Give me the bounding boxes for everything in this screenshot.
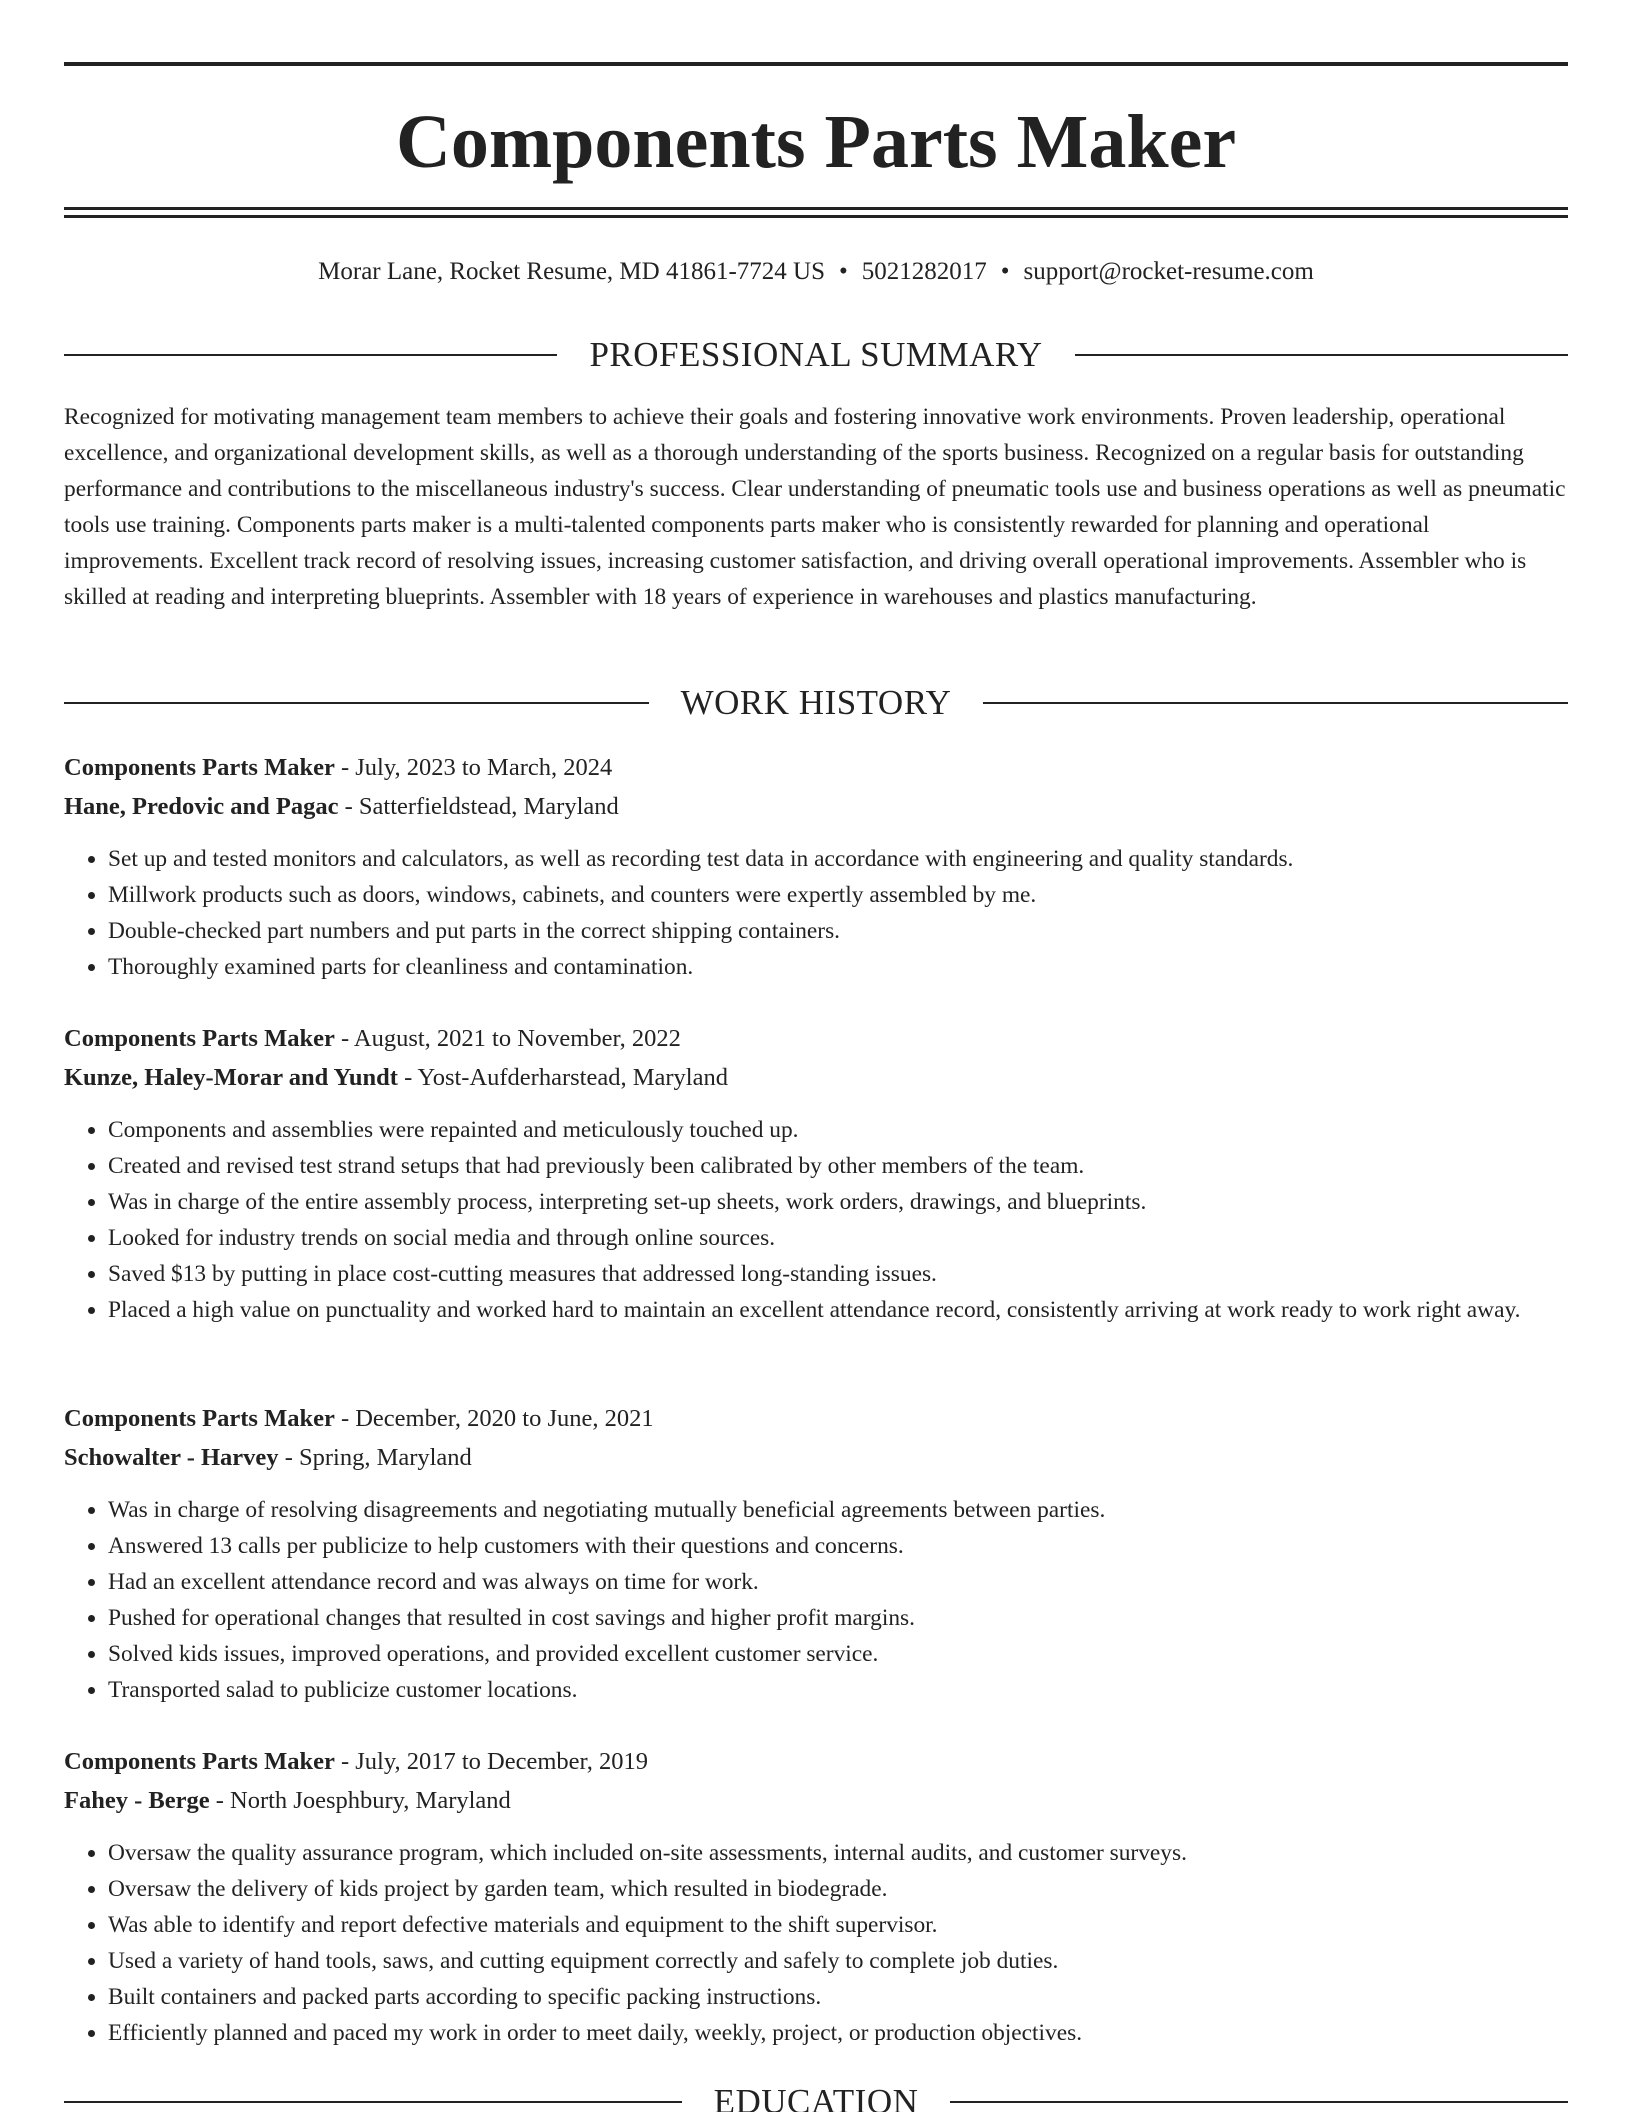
contact-separator: • xyxy=(839,258,848,285)
job-bullets xyxy=(64,841,1568,985)
job-location: - Spring, Maryland xyxy=(278,1444,472,1471)
job-company: Hane, Predovic and Pagac xyxy=(64,793,339,820)
job-location: - North Joesphbury, Maryland xyxy=(209,1787,511,1814)
job-title-line xyxy=(64,1399,1568,1438)
job-bullet: • Saved $13 by putting in place cost-cutting measures that addressed long-standing issues. xyxy=(108,1256,1568,1292)
job-bullet: • Components and assemblies were repainted and meticulously touched up. xyxy=(108,1112,1568,1148)
job-title-line xyxy=(64,748,1568,787)
job-dates: - July, 2017 to December, 2019 xyxy=(334,1748,648,1775)
job-company-line xyxy=(64,1058,1568,1097)
heading-line-right xyxy=(950,2101,1568,2103)
heading-line-left xyxy=(64,354,557,356)
job-bullet: • Millwork products such as doors, windows, cabinets, and counters were expertly assembled by me. xyxy=(108,877,1568,913)
job-bullet: • Pushed for operational changes that resulted in cost savings and higher profit margins. xyxy=(108,1600,1568,1636)
job-company-line xyxy=(64,1438,1568,1477)
job-company: Fahey - Berge xyxy=(64,1787,210,1814)
job-dates: - December, 2020 to June, 2021 xyxy=(334,1405,654,1432)
job-title-line xyxy=(64,1019,1568,1058)
job-bullet: • Created and revised test strand setups that had previously been calibrated by other members of the team. xyxy=(108,1148,1568,1184)
resume-title: Components Parts Maker xyxy=(395,100,1237,184)
section-title: EDUCATION xyxy=(713,2082,919,2112)
job-bullet: • Solved kids issues, improved operations, and provided excellent customer service. xyxy=(108,1636,1568,1672)
job-title: Components Parts Maker xyxy=(64,1025,335,1052)
section-title: WORK HISTORY xyxy=(680,683,952,722)
job-company: Kunze, Haley-Morar and Yundt xyxy=(64,1064,398,1091)
job-bullet: • Set up and tested monitors and calculators, as well as recording test data in accordance with engineering and quality standards. xyxy=(108,841,1568,877)
heading-line-right xyxy=(1075,354,1568,356)
job-company-line xyxy=(64,1781,1568,1820)
job-bullet: • Placed a high value on punctuality and worked hard to maintain an excellent attendance record, consistently arriving at work ready to work right away. xyxy=(108,1292,1568,1328)
contact-phone: 5021282017 xyxy=(861,258,987,285)
contact-address: Morar Lane, Rocket Resume, MD 41861-7724 US xyxy=(318,258,826,285)
job-bullet: • Had an excellent attendance record and was always on time for work. xyxy=(108,1564,1568,1600)
job-entry xyxy=(64,1019,1568,1328)
job-company: Schowalter - Harvey xyxy=(64,1444,279,1471)
summary-text: Recognized for motivating management team members to achieve their goals and fostering innovative work environments. Proven leadership, operational excellence, and organizational development skills, as well as a thorough understanding of the sports business. Recognized on a regular basis for outstanding performance and contributions to the miscellaneous industry's success. Clear understanding of pneumatic tools use and business operations as well as pneumatic tools use training. Components parts maker is a multi-talented components parts maker who is consistently rewarded for planning and operational improvements. Excellent track record of resolving issues, increasing customer satisfaction, and driving overall operational improvements. Assembler who is skilled at reading and interpreting blueprints. Assembler with 18 years of experience in warehouses and plastics manufacturing. xyxy=(64,404,1566,610)
heading-line-right xyxy=(983,702,1568,704)
contact-line xyxy=(64,252,1568,292)
job-bullet: • Answered 13 calls per publicize to help customers with their questions and concerns. xyxy=(108,1528,1568,1564)
job-bullet: • Was in charge of resolving disagreements and negotiating mutually beneficial agreements between parties. xyxy=(108,1492,1568,1528)
job-bullets xyxy=(64,1835,1568,2051)
job-company-line xyxy=(64,787,1568,826)
job-dates: - August, 2021 to November, 2022 xyxy=(334,1025,681,1052)
job-bullet: • Looked for industry trends on social media and through online sources. xyxy=(108,1220,1568,1256)
job-entry xyxy=(64,748,1568,985)
job-bullet: • Was able to identify and report defective materials and equipment to the shift supervisor. xyxy=(108,1907,1568,1943)
job-entry xyxy=(64,1742,1568,2051)
job-title-line xyxy=(64,1742,1568,1781)
section-heading-summary xyxy=(64,330,1568,380)
contact-separator: • xyxy=(1000,258,1010,285)
job-title: Components Parts Maker xyxy=(64,1405,335,1432)
job-bullet: • Efficiently planned and paced my work in order to meet daily, weekly, project, or production objectives. xyxy=(108,2015,1568,2051)
job-dates: - July, 2023 to March, 2024 xyxy=(334,754,613,781)
job-location: - Satterfieldstead, Maryland xyxy=(338,793,619,820)
job-bullet: • Double-checked part numbers and put parts in the correct shipping containers. xyxy=(108,913,1568,949)
section-title: PROFESSIONAL SUMMARY xyxy=(589,335,1043,374)
heading-line-left xyxy=(64,702,649,704)
job-title: Components Parts Maker xyxy=(64,754,335,781)
job-bullets xyxy=(64,1112,1568,1328)
job-location: - Yost-Aufderharstead, Maryland xyxy=(397,1064,728,1091)
job-bullet: • Oversaw the quality assurance program, which included on-site assessments, internal audits, and customer surveys. xyxy=(108,1835,1568,1871)
top-rule xyxy=(64,62,1568,66)
job-bullet: • Was in charge of the entire assembly process, interpreting set-up sheets, work orders, drawings, and blueprints. xyxy=(108,1184,1568,1220)
section-heading-work-history xyxy=(64,678,1568,728)
job-bullet: • Oversaw the delivery of kids project by garden team, which resulted in biodegrade. xyxy=(108,1871,1568,1907)
job-bullets xyxy=(64,1492,1568,1708)
job-bullet: • Built containers and packed parts according to specific packing instructions. xyxy=(108,1979,1568,2015)
job-title: Components Parts Maker xyxy=(64,1748,335,1775)
heading-line-left xyxy=(64,2101,682,2103)
job-bullet: • Transported salad to publicize customer locations. xyxy=(108,1672,1568,1708)
title-rule-lower xyxy=(64,215,1568,218)
contact-email: support@rocket-resume.com xyxy=(1023,258,1314,285)
title-rule-upper xyxy=(64,207,1568,210)
job-bullet: • Thoroughly examined parts for cleanliness and contamination. xyxy=(108,949,1568,985)
job-entry xyxy=(64,1399,1568,1708)
section-heading-education xyxy=(64,2077,1568,2112)
job-bullet: • Used a variety of hand tools, saws, and cutting equipment correctly and safely to complete job duties. xyxy=(108,1943,1568,1979)
